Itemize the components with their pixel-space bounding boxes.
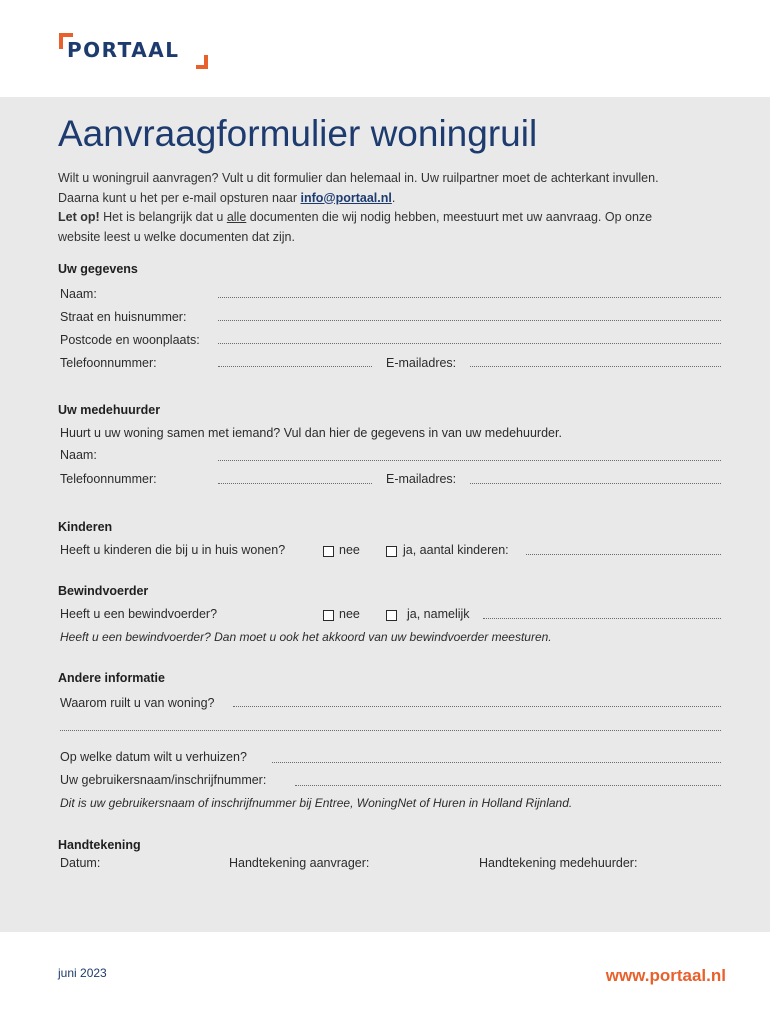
field-email[interactable] [470, 366, 721, 367]
section-heading-kinderen: Kinderen [58, 520, 113, 534]
page-title: Aanvraagformulier woningruil [58, 113, 538, 154]
bewindvoerder-ja-label: ja, namelijk [407, 607, 470, 621]
field-verhuisdatum[interactable] [272, 762, 721, 763]
portaal-logo[interactable] [59, 33, 209, 73]
kinderen-nee-label: nee [339, 543, 360, 557]
letop-label: Let op! [58, 210, 100, 224]
intro-line-4: website leest u welke documenten dat zijn. [58, 229, 295, 244]
label-gebruikersnaam: Uw gebruikersnaam/inschrijfnummer: [60, 773, 267, 787]
intro-line-2 [58, 189, 738, 209]
kinderen-ja-label: ja, aantal kinderen: [403, 543, 509, 557]
logo-bracket-bottom-right [196, 55, 208, 69]
intro-line-2-pre: Daarna kunt u het per e-mail opsturen naar [58, 190, 301, 205]
section-heading-andere: Andere informatie [58, 671, 165, 685]
medehuurder-question: Huurt u uw woning samen met iemand? Vul dan hier de gegevens in van uw medehuurder. [60, 426, 562, 440]
page-header [0, 0, 770, 97]
footer-date: juni 2023 [58, 966, 107, 980]
label-telefoon: Telefoonnummer: [60, 356, 157, 370]
label-handtekening-datum: Datum: [60, 856, 101, 870]
field-waarom[interactable] [233, 706, 721, 707]
kinderen-question: Heeft u kinderen die bij u in huis wonen? [60, 543, 286, 557]
checkbox-kinderen-ja[interactable] [386, 546, 397, 557]
label-medehuurder-naam: Naam: [60, 448, 97, 462]
field-telefoon[interactable] [218, 366, 372, 367]
intro-line-1: Wilt u woningruil aanvragen? Vult u dit formulier dan helemaal in. Uw ruilpartner moet de achterkant invullen. [58, 171, 659, 185]
field-bewindvoerder-naam[interactable] [483, 618, 721, 619]
field-medehuurder-naam[interactable] [218, 460, 721, 461]
intro-text [58, 169, 738, 247]
footer-website-link[interactable]: www.portaal.nl [605, 966, 726, 985]
label-straat: Straat en huisnummer: [60, 310, 187, 324]
section-heading-medehuurder: Uw medehuurder [58, 403, 161, 417]
alle-word: alle [226, 210, 247, 224]
bewindvoerder-nee-label: nee [339, 607, 360, 621]
section-heading-bewindvoerder: Bewindvoerder [58, 584, 149, 598]
bewindvoerder-question: Heeft u een bewindvoerder? [60, 607, 218, 621]
label-postcode: Postcode en woonplaats: [60, 333, 200, 347]
intro-line-3-pre: Het is belangrijk dat u [99, 210, 227, 224]
logo-wordmark: PORTAAL [67, 38, 180, 62]
bewindvoerder-note: Heeft u een bewindvoerder? Dan moet u ook het akkoord van uw bewindvoerder meesturen. [60, 630, 552, 644]
label-medehuurder-email: E-mailadres: [386, 472, 457, 486]
section-heading-gegevens: Uw gegevens [58, 262, 138, 276]
label-naam: Naam: [60, 287, 97, 301]
email-link[interactable]: info@portaal.nl [300, 190, 392, 205]
field-postcode[interactable] [218, 343, 721, 344]
field-waarom-line-2[interactable] [60, 730, 721, 731]
label-medehuurder-telefoon: Telefoonnummer: [60, 472, 157, 486]
label-handtekening-medehuurder: Handtekening medehuurder: [479, 856, 638, 870]
checkbox-kinderen-nee[interactable] [323, 546, 334, 557]
section-heading-handtekening: Handtekening [58, 838, 141, 852]
field-naam[interactable] [218, 297, 721, 298]
intro-line-2-post: . [391, 190, 396, 205]
gebruikersnaam-note: Dit is uw gebruikersnaam of inschrijfnummer bij Entree, WoningNet of Huren in Holland Rijnland. [60, 796, 573, 810]
label-handtekening-aanvrager: Handtekening aanvrager: [229, 856, 370, 870]
label-verhuisdatum: Op welke datum wilt u verhuizen? [60, 750, 247, 764]
checkbox-bewindvoerder-nee[interactable] [323, 610, 334, 621]
label-waarom: Waarom ruilt u van woning? [60, 696, 215, 710]
field-straat[interactable] [218, 320, 721, 321]
field-gebruikersnaam[interactable] [295, 785, 721, 786]
intro-line-3-post: documenten die wij nodig hebben, meestuurt met uw aanvraag. Op onze [246, 210, 653, 224]
field-medehuurder-email[interactable] [470, 483, 721, 484]
intro-line-3 [58, 208, 738, 228]
label-email: E-mailadres: [386, 356, 457, 370]
checkbox-bewindvoerder-ja[interactable] [386, 610, 397, 621]
field-medehuurder-telefoon[interactable] [218, 483, 372, 484]
field-aantal-kinderen[interactable] [526, 554, 721, 555]
